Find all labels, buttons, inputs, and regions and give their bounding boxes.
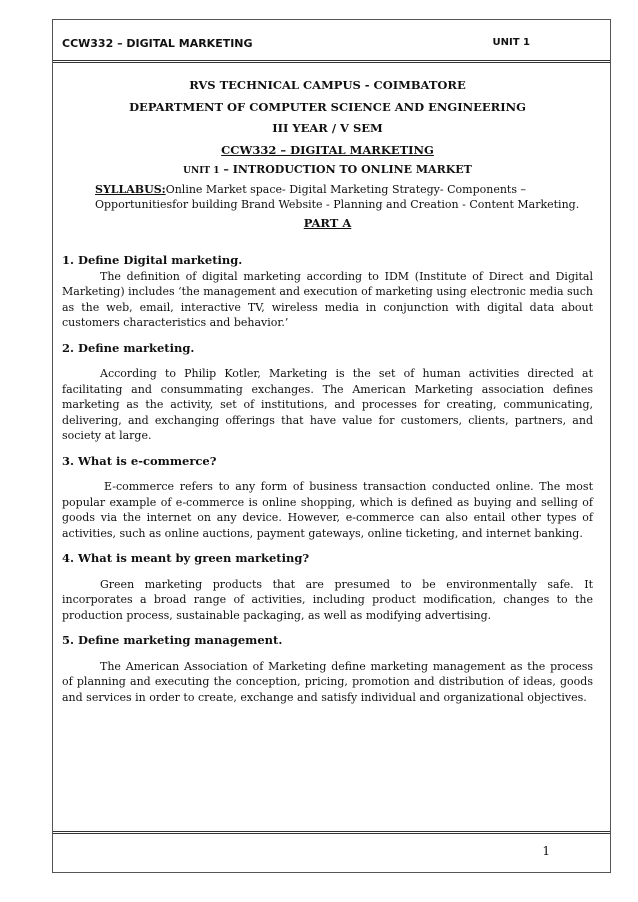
- answer-body: The definition of digital marketing according to IDM (Institute of Direct and Digital Marketing) includes ‘the management and execution of marketing using electronic media such as the web, email, interactive TV, wireless media in conjunction with digital data about customers characteristics and behavior.’: [62, 269, 593, 329]
- unit-heading: – INTRODUCTION TO ONLINE MARKET: [223, 163, 472, 176]
- answer-text: [62, 479, 593, 541]
- part-heading: PART A: [303, 215, 352, 230]
- course-title: CCW332 – DIGITAL MARKETING: [221, 142, 434, 157]
- answer-text: [62, 366, 593, 444]
- syllabus-text: Online Market space- Digital Marketing Strategy- Components – Opportunitiesfor building Brand Website - Planning and Creation - Content Marketing.: [95, 182, 580, 211]
- page-frame: [52, 19, 611, 873]
- year-semester: III YEAR / V SEM: [272, 121, 383, 135]
- syllabus-label: SYLLABUS:: [95, 182, 166, 196]
- question-block-4: [62, 551, 593, 623]
- unit-prefix: UNIT 1: [183, 166, 220, 176]
- unit-title: [62, 162, 593, 180]
- college-name: RVS TECHNICAL CAMPUS - COIMBATORE: [189, 78, 466, 92]
- header-course: CCW332 – DIGITAL MARKETING: [62, 37, 253, 50]
- answer-body: Green marketing products that are presumed to be environmentally safe. It incorporates a broad range of activities, including product modification, changes to the production process, sustainable packaging, as well as modifying advertising.: [62, 577, 593, 622]
- question-block-5: [62, 633, 593, 705]
- document-body: [62, 78, 593, 715]
- question-title: 3. What is e-commerce?: [62, 453, 217, 468]
- question-title: 4. What is meant by green marketing?: [62, 551, 310, 565]
- page-number: 1: [542, 844, 550, 858]
- page-footer: [53, 831, 610, 872]
- answer-text: [62, 269, 593, 331]
- question-title: 1. Define Digital marketing.: [62, 253, 243, 267]
- answer-text: [62, 659, 593, 706]
- question-title: 2. Define marketing.: [62, 340, 195, 355]
- question-block-1: [62, 253, 593, 331]
- syllabus: [62, 182, 593, 212]
- answer-body: The American Association of Marketing define marketing management as the process of planning and executing the conception, pricing, promotion and distribution of ideas, goods and services in order to create, exchange and satisfy individual and organizational objectives.: [62, 659, 593, 704]
- answer-body: According to Philip Kotler, Marketing is the set of human activities directed at facilitating and consummating exchanges. The American Marketing association defines marketing as the activity, set of institutions, and processes for creating, communicating, delivering, and exchanging offerings that have value for customers, clients, partners, and society at large.: [62, 367, 593, 442]
- question-title: 5. Define marketing management.: [62, 633, 283, 647]
- question-block-3: [62, 454, 593, 542]
- answer-body: E-commerce refers to any form of business transaction conducted online. The most popular example of e-commerce is online shopping, which is defined as buying and selling of goods via the internet on any device. However, e-commerce can also entail other types of activities, such as online auctions, payment gateways, online ticketing, and internet banking.: [62, 480, 593, 540]
- question-block-2: [62, 341, 593, 444]
- department-name: DEPARTMENT OF COMPUTER SCIENCE AND ENGINEERING: [129, 99, 526, 114]
- page-header: [53, 20, 610, 63]
- header-unit: UNIT 1: [492, 37, 530, 48]
- answer-text: [62, 577, 593, 624]
